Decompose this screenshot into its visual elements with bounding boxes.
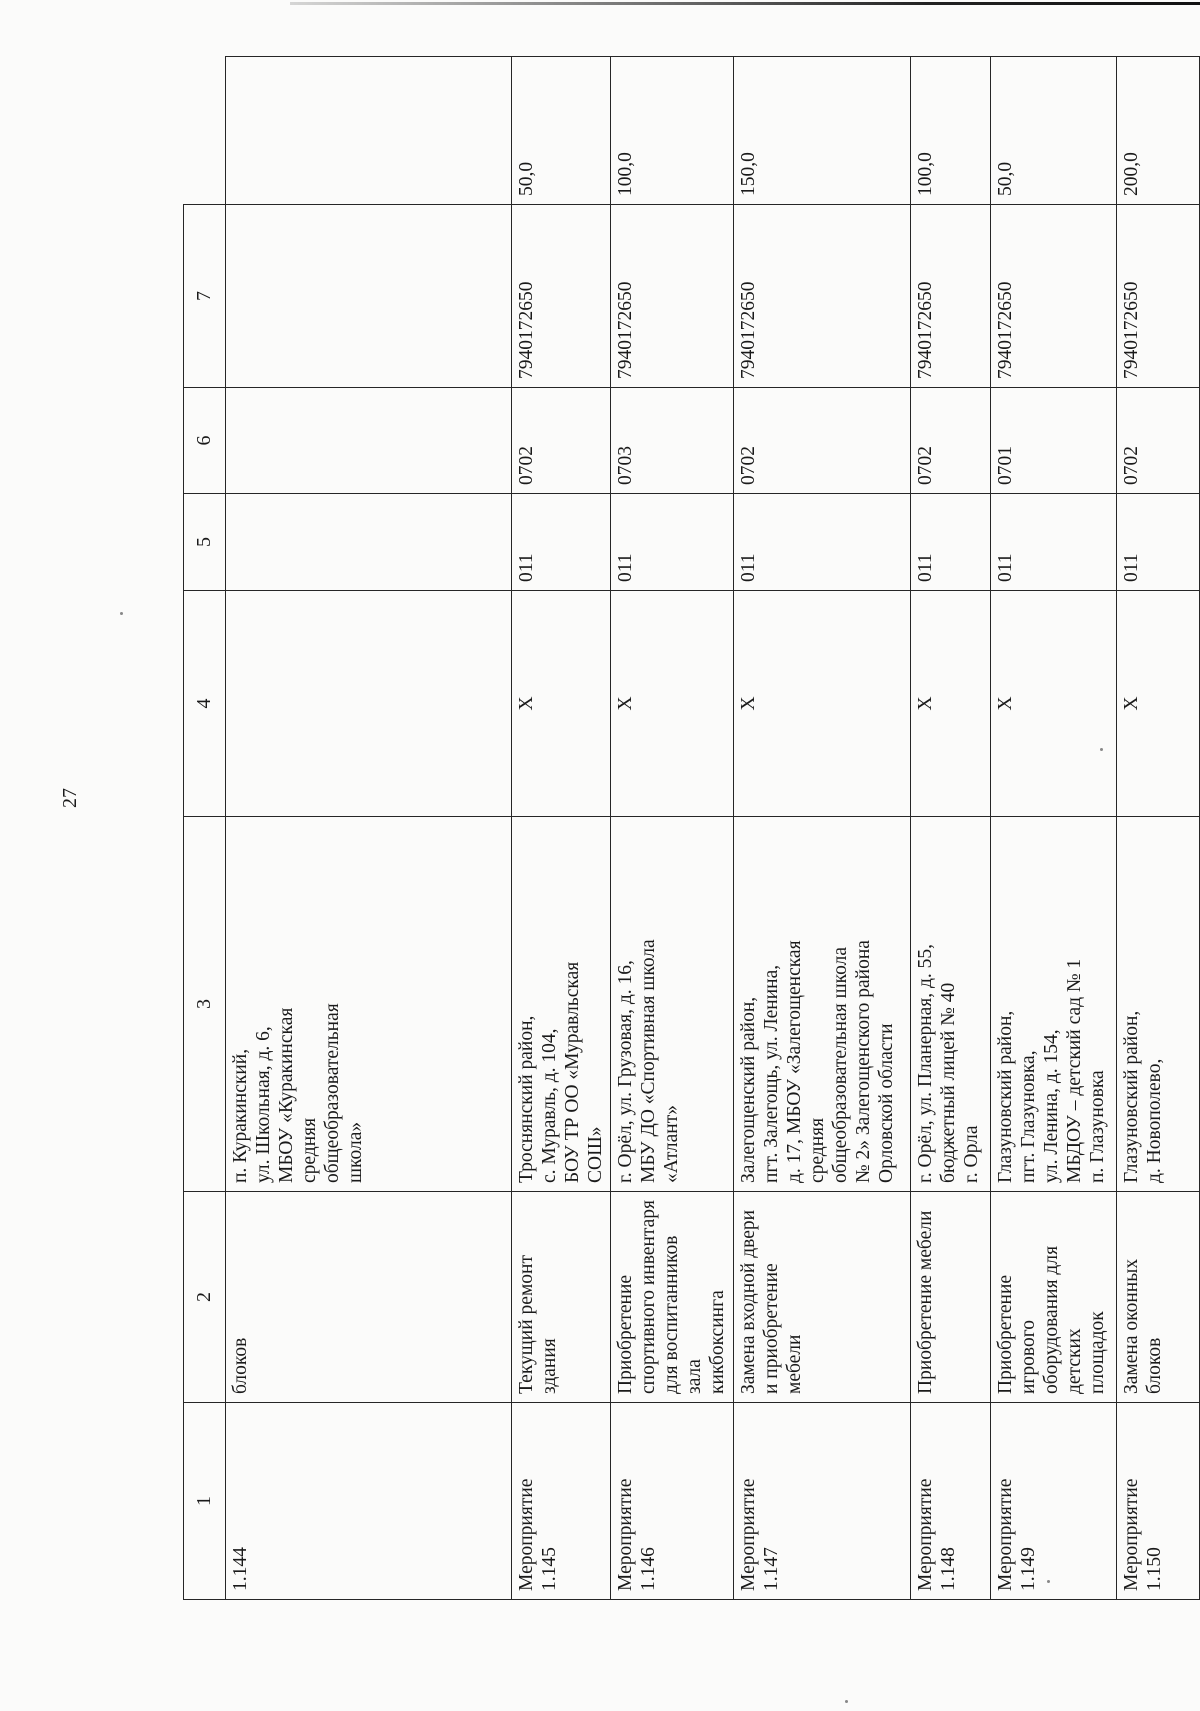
header-cell: 5: [184, 494, 226, 591]
table-cell: 7940172650: [733, 205, 910, 388]
table-cell: 011: [1116, 494, 1199, 591]
table-cell: 011: [733, 494, 910, 591]
table-cell: Мероприятие 1.150: [1116, 1403, 1199, 1600]
table-cell: Залегощенский район, пгт. Залегощь, ул. Ленина, д. 17, МБОУ «Залегощенская средняя общеобразовательная школа № 2» Залегощенского района Орловской области: [733, 817, 910, 1192]
header-cell: 7: [184, 205, 226, 388]
table-cell: 0702: [733, 388, 910, 494]
table-cell: г. Орёл, ул. Грузовая, д. 16, МБУ ДО «Спортивная школа «Атлант»: [611, 817, 733, 1192]
header-cell: 4: [184, 591, 226, 817]
table-cell: Приобретение игрового оборудования для детских площадок: [990, 1192, 1116, 1403]
table-cell: Х: [990, 591, 1116, 817]
table-row: [733, 57, 910, 1600]
table-cell: [226, 591, 512, 817]
table-cell: Приобретение мебели: [910, 1192, 990, 1403]
table-cell: Мероприятие 1.148: [910, 1403, 990, 1600]
table-cell: Х: [512, 591, 611, 817]
table-cell: 011: [910, 494, 990, 591]
scan-speck: [120, 612, 123, 615]
header-cell: 6: [184, 388, 226, 494]
scan-speck: [1047, 1580, 1050, 1583]
rotated-table-wrapper: [183, 57, 1200, 1600]
table-cell: Замена входной двери и приобретение мебели: [733, 1192, 910, 1403]
table-cell: 7940172650: [1116, 205, 1199, 388]
table-cell: 0702: [1116, 388, 1199, 494]
table-cell: 011: [990, 494, 1116, 591]
header-cell: 1: [184, 1403, 226, 1600]
table-row: [512, 57, 611, 1600]
table-cell: 0702: [910, 388, 990, 494]
table-cell: 1.144: [226, 1403, 512, 1600]
page-number: 27: [59, 788, 81, 808]
scan-speck: [845, 1700, 848, 1703]
table-cell: г. Орёл, ул. Планерная, д. 55, бюджетный лицей № 40 г. Орла: [910, 817, 990, 1192]
table-cell: 7940172650: [910, 205, 990, 388]
table-cell: Х: [910, 591, 990, 817]
table-cell: 100,0: [611, 57, 733, 205]
table-row: [990, 57, 1116, 1600]
table-cell: Мероприятие 1.145: [512, 1403, 611, 1600]
table-cell: п. Куракинский, ул. Школьная, д. 6, МБОУ «Куракинская средняя общеобразовательная школа»: [226, 817, 512, 1192]
table-cell: Мероприятие 1.146: [611, 1403, 733, 1600]
table-cell: 7940172650: [990, 205, 1116, 388]
table-cell: [226, 205, 512, 388]
table-cell: 011: [611, 494, 733, 591]
table-cell: 150,0: [733, 57, 910, 205]
table-cell: 7940172650: [611, 205, 733, 388]
data-table: [183, 56, 1200, 1600]
table-cell: Мероприятие 1.149: [990, 1403, 1116, 1600]
table-cell: Х: [733, 591, 910, 817]
table-row: [1116, 57, 1199, 1600]
table-cell: блоков: [226, 1192, 512, 1403]
table-cell: Х: [1116, 591, 1199, 817]
header-cell: 3: [184, 817, 226, 1192]
table-row: [226, 57, 512, 1600]
table-cell: Глазуновский район, д. Новополево,: [1116, 817, 1199, 1192]
table-cell: Приобретение спортивного инвентаря для воспитанников зала кикбоксинга: [611, 1192, 733, 1403]
table-cell: 100,0: [910, 57, 990, 205]
table-cell: Х: [611, 591, 733, 817]
table-cell: Глазуновский район, пгт. Глазуновка, ул. Ленина, д. 154, МБДОУ – детский сад № 1 п. Глазуновка: [990, 817, 1116, 1192]
table-cell: [226, 388, 512, 494]
table-cell: 0701: [990, 388, 1116, 494]
table-cell: [226, 57, 512, 205]
scan-speck: [1100, 748, 1103, 751]
table-cell: 7940172650: [512, 205, 611, 388]
table-cell: 0703: [611, 388, 733, 494]
table-cell: 011: [512, 494, 611, 591]
table-cell: 200,0: [1116, 57, 1199, 205]
table-cell: Мероприятие 1.147: [733, 1403, 910, 1600]
table-cell: Текущий ремонт здания: [512, 1192, 611, 1403]
table-cell: Троснянский район, с. Муравль, д. 104, БОУ ТР ОО «Муравльская СОШ»: [512, 817, 611, 1192]
table-header-row: [184, 57, 226, 1600]
table-row: [910, 57, 990, 1600]
table-cell: [226, 494, 512, 591]
table-cell: 50,0: [990, 57, 1116, 205]
table-cell: 0702: [512, 388, 611, 494]
scan-edge-line: [290, 2, 1200, 5]
table-row: [611, 57, 733, 1600]
table-cell: 50,0: [512, 57, 611, 205]
table-cell: Замена оконных блоков: [1116, 1192, 1199, 1403]
header-cell: 2: [184, 1192, 226, 1403]
